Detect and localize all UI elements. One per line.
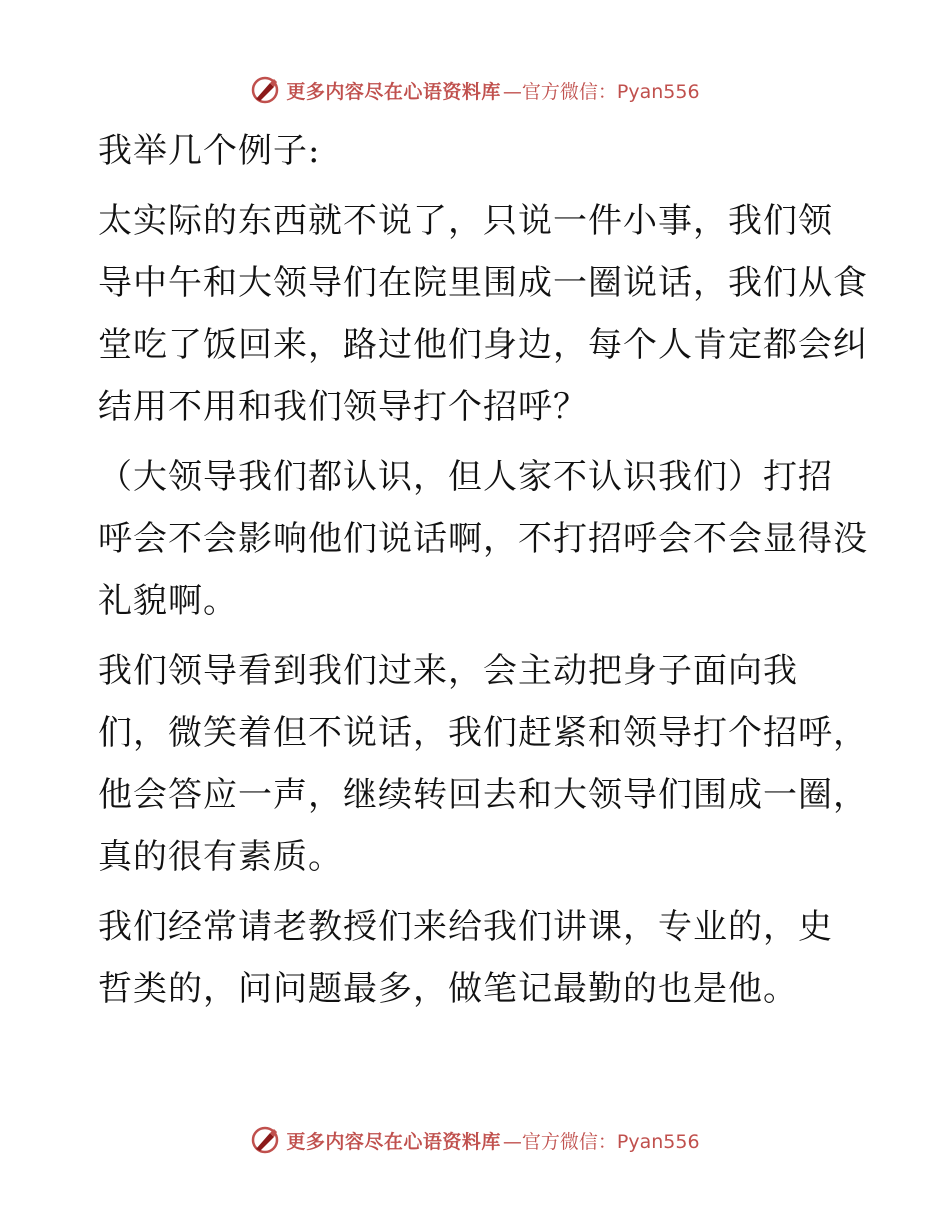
- text-line: 太实际的东西就不说了，只说一件小事，我们领: [98, 201, 833, 241]
- watermark-main-text: 更多内容尽在心语资料库: [286, 1130, 501, 1153]
- pen-nib-logo-icon: [250, 75, 280, 105]
- watermark-sub-text: —官方微信：Pyan556: [502, 1130, 700, 1153]
- pen-nib-logo-icon: [250, 1125, 280, 1155]
- text-line: 他会答应一声，继续转回去和大领导们围成一圈，: [98, 775, 868, 815]
- header-watermark: [0, 70, 950, 110]
- text-line: 我们经常请老教授们来给我们讲课，专业的，史: [98, 907, 833, 947]
- text-line: 呼会不会影响他们说话啊，不打招呼会不会显得没: [98, 519, 868, 559]
- paragraph-1: [98, 120, 858, 182]
- body-text: [98, 120, 868, 1028]
- paragraph-5: [98, 896, 858, 1020]
- text-line: （大领导我们都认识，但人家不认识我们）打招: [98, 457, 833, 497]
- text-line: 哲类的，问问题最多，做笔记最勤的也是他。: [98, 969, 798, 1009]
- text-line: 导中午和大领导们在院里围成一圈说话，我们从食: [98, 263, 868, 303]
- text-line: 真的很有素质。: [98, 837, 343, 877]
- paragraph-4: [98, 640, 868, 888]
- text-line: 礼貌啊。: [98, 581, 238, 621]
- footer-watermark: [0, 1120, 950, 1160]
- text-line: 堂吃了饭回来，路过他们身边，每个人肯定都会纠: [98, 325, 868, 365]
- text-line: 们，微笑着但不说话，我们赶紧和领导打个招呼，: [98, 713, 868, 753]
- text-line: 我们领导看到我们过来，会主动把身子面向我: [98, 651, 798, 691]
- text-line: 我举几个例子:: [98, 131, 321, 171]
- paragraph-3: [98, 446, 868, 632]
- text-line: 结用不用和我们领导打个招呼？: [98, 387, 588, 427]
- watermark-main-text: 更多内容尽在心语资料库: [286, 80, 501, 103]
- watermark-sub-text: —官方微信：Pyan556: [502, 80, 700, 103]
- paragraph-2: [98, 190, 868, 438]
